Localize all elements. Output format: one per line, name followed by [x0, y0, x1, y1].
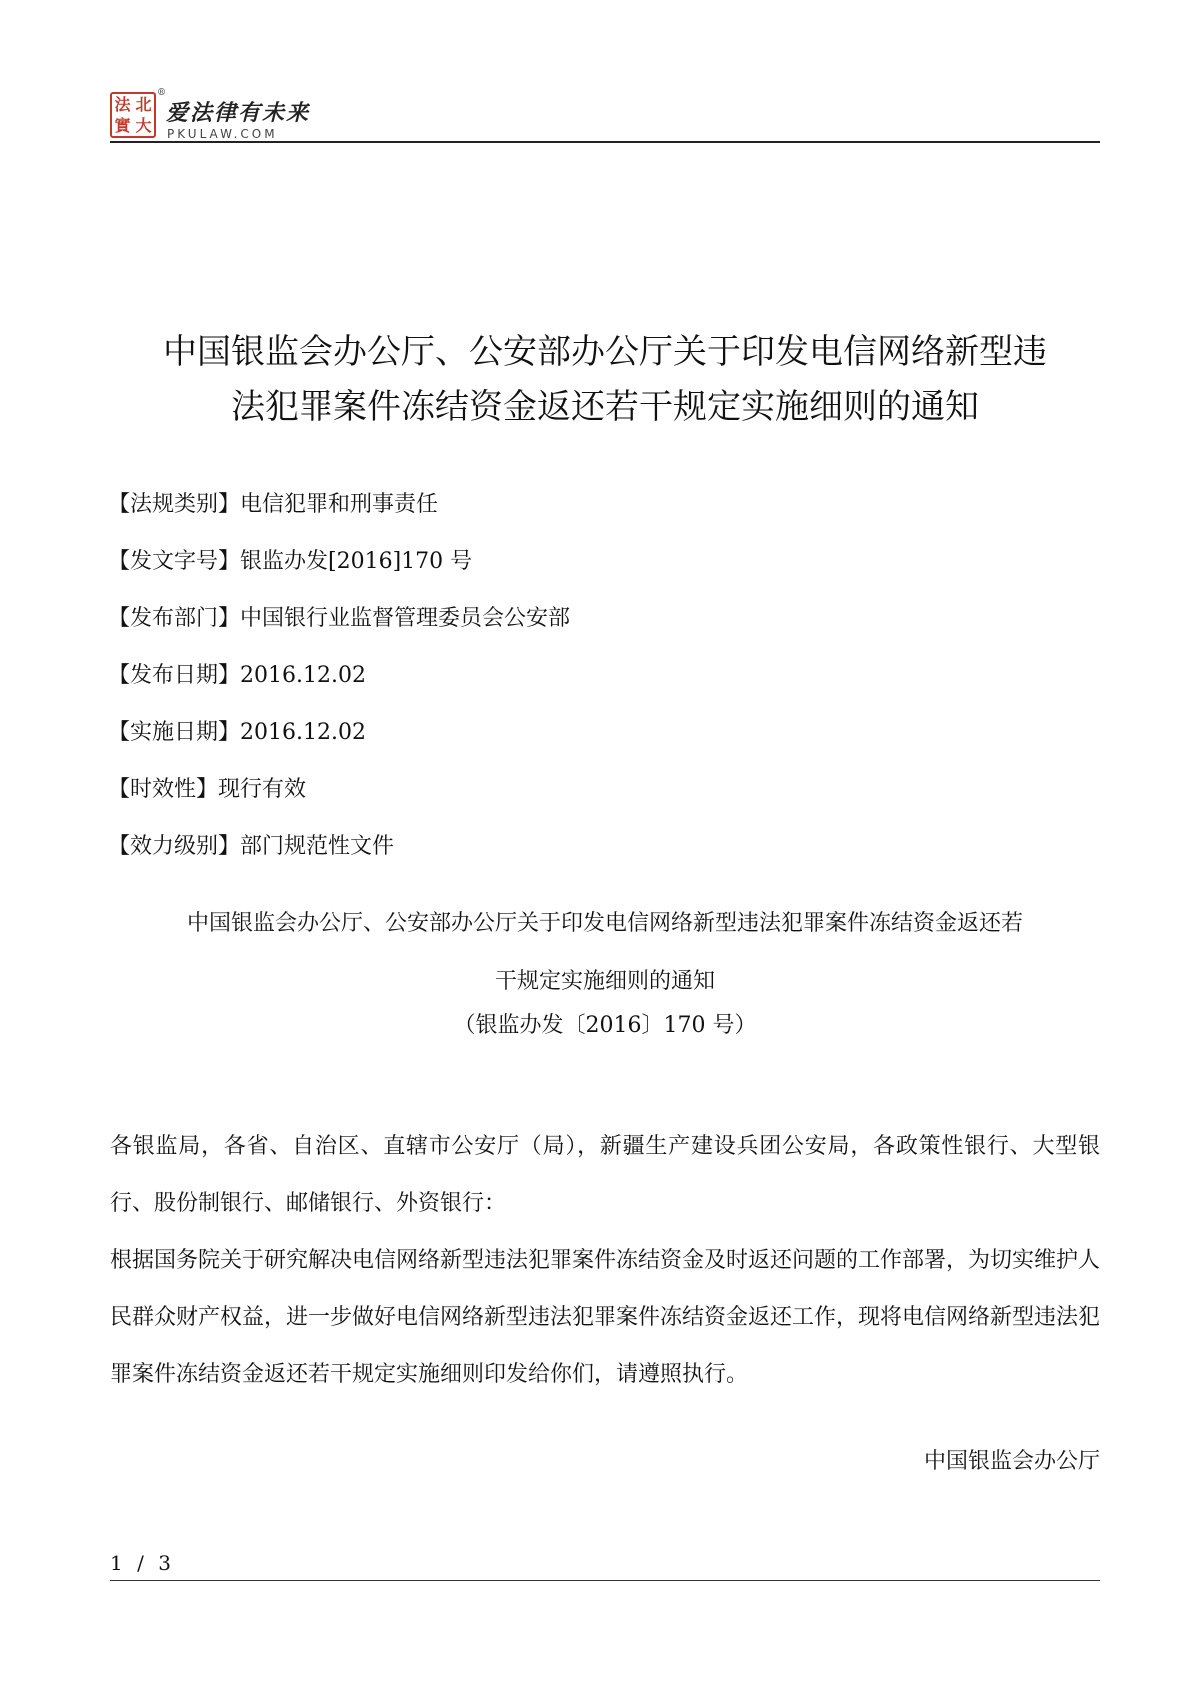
- meta-validity: [108, 775, 1098, 832]
- pkulaw-seal-logo: [110, 92, 156, 138]
- seal-char: 實: [114, 115, 131, 135]
- body-paragraph: 各银监局，各省、自治区、直辖市公安厅（局），新疆生产建设兵团公安局，各政策性银行、大型银行、股份制银行、邮储银行、外资银行：: [110, 1134, 1100, 1216]
- seal-char: 法: [114, 94, 131, 114]
- registered-mark: ®: [157, 88, 166, 98]
- meta-level: [108, 832, 1098, 889]
- page-separator: /: [137, 1551, 148, 1575]
- page-number: [110, 1550, 175, 1576]
- meta-category: [108, 490, 1098, 547]
- meta-document-number: [108, 547, 1098, 604]
- meta-issuer: [108, 604, 1098, 661]
- page-current: 1: [110, 1551, 127, 1575]
- meta-label: 【法规类别】: [108, 492, 241, 517]
- meta-label: 【发文字号】: [108, 549, 241, 574]
- meta-label: 【发布部门】: [108, 606, 241, 631]
- meta-value: 2016.12.02: [240, 720, 366, 745]
- meta-label: 【发布日期】: [108, 663, 241, 688]
- meta-value: 银监办发[2016]170 号: [240, 549, 473, 574]
- seal-char: 北: [135, 94, 152, 114]
- body-text: [110, 1118, 1100, 1403]
- meta-value: 中国银行业监督管理委员会公安部: [240, 606, 571, 631]
- meta-issue-date: [108, 661, 1098, 718]
- footer-divider: [110, 1580, 1100, 1581]
- body-title-line: 干规定实施细则的通知: [494, 969, 715, 994]
- metadata-list: [108, 490, 1098, 889]
- meta-value: 部门规范性文件: [240, 834, 395, 859]
- title-line: 法犯罪案件冻结资金返还若干规定实施细则的通知: [231, 387, 979, 427]
- meta-label: 【时效性】: [108, 777, 219, 802]
- seal-char: 大: [135, 115, 152, 135]
- body-title: [110, 895, 1100, 1011]
- meta-value: 2016.12.02: [240, 663, 366, 688]
- document-number: （银监办发〔2016〕170 号）: [453, 1013, 757, 1038]
- document-title: [110, 325, 1100, 435]
- meta-label: 【效力级别】: [108, 834, 241, 859]
- header-divider: [110, 141, 1100, 143]
- signature: 中国银监会办公厅: [923, 1449, 1100, 1474]
- body-paragraph: 根据国务院关于研究解决电信网络新型违法犯罪案件冻结资金及时返还问题的工作部署，为切实维护人民群众财产权益，进一步做好电信网络新型违法犯罪案件冻结资金返还工作，现将电信网络新型违法犯罪案件冻结资金返还若干规定实施细则印发给你们，请遵照执行。: [110, 1248, 1101, 1387]
- page-total: 3: [158, 1551, 175, 1575]
- header-slogan: 爱法律有未来: [166, 100, 311, 126]
- page-header: [0, 0, 1191, 150]
- title-line: 中国银监会办公厅、公安部办公厅关于印发电信网络新型违: [163, 332, 1047, 372]
- body-title-line: 中国银监会办公厅、公安部办公厅关于印发电信网络新型违法犯罪案件冻结资金返还若: [186, 911, 1023, 936]
- meta-label: 【实施日期】: [108, 720, 241, 745]
- meta-effective-date: [108, 718, 1098, 775]
- meta-value: 现行有效: [218, 777, 307, 802]
- header-site: PKULAW.COM: [167, 127, 278, 141]
- meta-value: 电信犯罪和刑事责任: [240, 492, 439, 517]
